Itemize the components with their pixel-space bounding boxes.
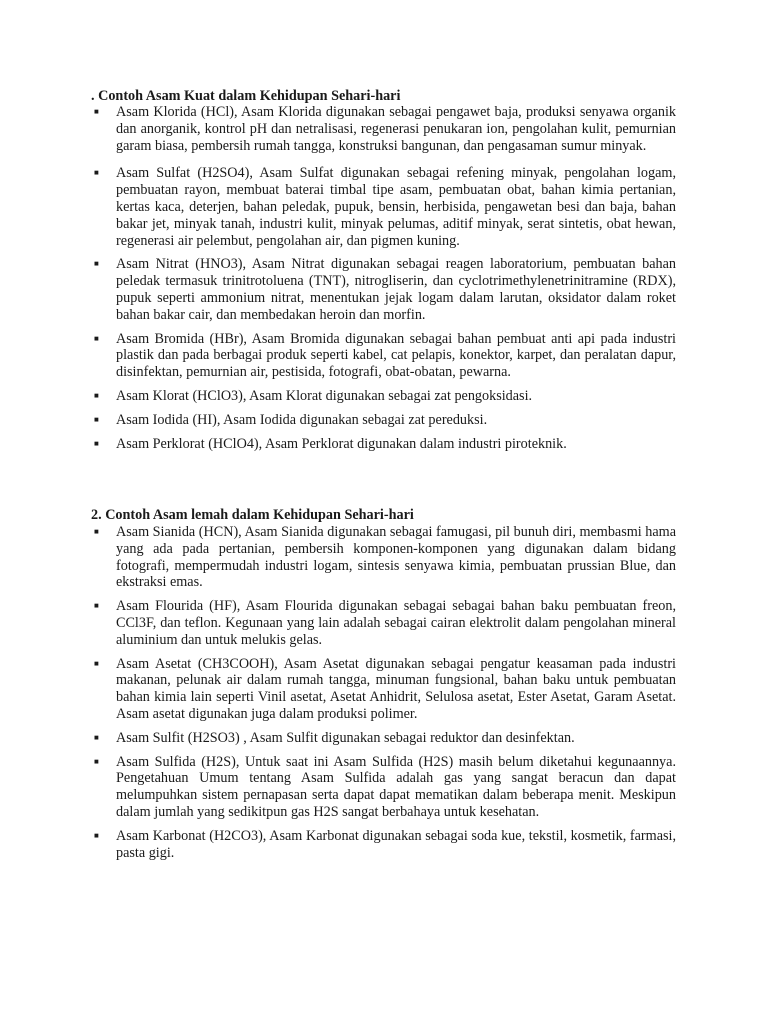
list-item-hcl — [91, 104, 676, 154]
bullet-icon: ■ — [94, 107, 99, 116]
bullet-icon: ■ — [94, 527, 99, 536]
list-item-h2so3 — [91, 730, 676, 747]
list-item-text: Asam Karbonat (H2CO3), Asam Karbonat digunakan sebagai soda kue, tekstil, kosmetik, farmasi, pasta gigi. — [116, 827, 676, 861]
list-item-text: Asam Sulfida (H2S), Untuk saat ini Asam Sulfida (H2S) masih belum diketahui kegunaannya. Pengetahuan Umum tentang Asam Sulfida adalah gas yang sangat beracun dan dapat melumpuhkan sistem pernapasan serta dapat dapat mematikan dalam beberapa menit. Meskipun dalam jumlah yang sedikitpun gas H2S sangat berbahaya untuk kesehatan. — [116, 753, 676, 820]
bullet-icon: ■ — [94, 168, 99, 178]
section-heading-weak-acids: 2. Contoh Asam lemah dalam Kehidupan Sehari-hari — [91, 507, 414, 523]
bullet-icon: ■ — [94, 414, 99, 424]
list-item-hbr — [91, 331, 676, 381]
list-item-hclo3 — [91, 388, 676, 405]
section-heading-strong-acids: . Contoh Asam Kuat dalam Kehidupan Sehari-hari — [91, 88, 401, 104]
list-item-text: Asam Sulfit (H2SO3) , Asam Sulfit digunakan sebagai reduktor dan desinfektan. — [116, 729, 575, 746]
list-item-hi — [91, 412, 676, 429]
bullet-icon: ■ — [94, 658, 99, 668]
list-item-h2s — [91, 754, 676, 821]
list-item-hcn — [91, 524, 676, 591]
list-item-hclo4 — [91, 436, 676, 453]
bullet-icon: ■ — [94, 756, 99, 766]
bullet-icon: ■ — [94, 333, 99, 343]
list-item-text: Asam Klorida (HCl), Asam Klorida digunakan sebagai pengawet baja, produksi senyawa organik dan anorganik, kontrol pH dan netralisasi, regenerasi penukaran ion, pengolahan kulit, pemurnian garam biasa, pembersih rumah tangga, konstruksi bangunan, dan pengasaman sumur minyak. — [116, 104, 676, 154]
bullet-icon: ■ — [94, 732, 99, 742]
bullet-icon: ■ — [94, 438, 99, 448]
list-item-hno3 — [91, 256, 676, 323]
bullet-icon: ■ — [94, 259, 99, 269]
list-item-h2so4 — [91, 165, 676, 249]
list-item-text: Asam Bromida (HBr), Asam Bromida digunakan sebagai bahan pembuat anti api pada industri plastik dan pada berbagai produk seperti kabel, cat pelapis, konektor, karpet, dan peralatan dapur, disinfektan, pemurnian air, pestisida, fotografi, obat-obatan, pewarna. — [116, 330, 676, 381]
strong-acids-list — [91, 104, 676, 452]
list-item-text: Asam Klorat (HClO3), Asam Klorat digunakan sebagai zat pengoksidasi. — [116, 387, 533, 404]
bullet-icon: ■ — [94, 601, 99, 611]
list-item-text: Asam Iodida (HI), Asam Iodida digunakan sebagai zat pereduksi. — [116, 411, 488, 428]
list-item-text: Asam Sianida (HCN), Asam Sianida digunakan sebagai famugasi, pil bunuh diri, membasmi hama yang ada pada pertanian, pembersih komponen-komponen yang digunakan dalam bidang fotografi, mempermudah industri logam, sintesis senyawa kimia, pembuatan prussian Blue, dan ekstraksi emas. — [116, 524, 676, 591]
list-item-text: Asam Nitrat (HNO3), Asam Nitrat digunakan sebagai reagen laboratorium, pembuatan bahan peledak termasuk trinitrotoluena (TNT), nitrogliserin, dan cyclotrimethylenetrinitramine (RDX), pupuk seperti ammonium nitrat, menentukan jejak logam dalam larutan, oksidator dalam roket bahan bakar cair, dan membedakan heroin dan morfin. — [116, 256, 676, 323]
list-item-text: Asam Flourida (HF), Asam Flourida digunakan sebagai sebagai bahan baku pembuatan freon, CCl3F, dan teflon. Kegunaan yang lain adalah sebagai cairan elektrolit dalam pengolahan mineral aluminium dan untuk melukis gelas. — [116, 598, 676, 648]
list-item-hf — [91, 598, 676, 648]
list-item-text: Asam Asetat (CH3COOH), Asam Asetat digunakan sebagai pengatur keasaman pada industri makanan, pelunak air dalam rumah tangga, minuman fungsional, bahan baku untuk pembuatan bahan kimia lain seperti Vinil asetat, Asetat Anhidrit, Selulosa asetat, Ester Asetat, Garam Asetat. Asam asetat digunakan juga dalam produksi polimer. — [116, 655, 676, 722]
weak-acids-list — [91, 524, 676, 861]
bullet-icon: ■ — [94, 830, 99, 840]
list-item-ch3cooh — [91, 656, 676, 723]
list-item-text: Asam Sulfat (H2SO4), Asam Sulfat digunakan sebagai refening minyak, pengolahan logam, pembuatan rayon, membuat baterai timbal tipe asam, pembuatan obat, bahan kimia pertanian, kertas kaca, deterjen, bahan peledak, pupuk, bensin, herbisida, pengawetan besi dan baja, bahan bakar jet, minyak tanah, industri kulit, minyak pelumas, aditif minyak, serat sintetis, obat hewan, regenerasi air pelembut, pengolahan air, dan pigmen kuning. — [116, 165, 676, 249]
bullet-icon: ■ — [94, 390, 99, 400]
list-item-h2co3 — [91, 828, 676, 862]
list-item-text: Asam Perklorat (HClO4), Asam Perklorat digunakan dalam industri piroteknik. — [116, 435, 567, 452]
